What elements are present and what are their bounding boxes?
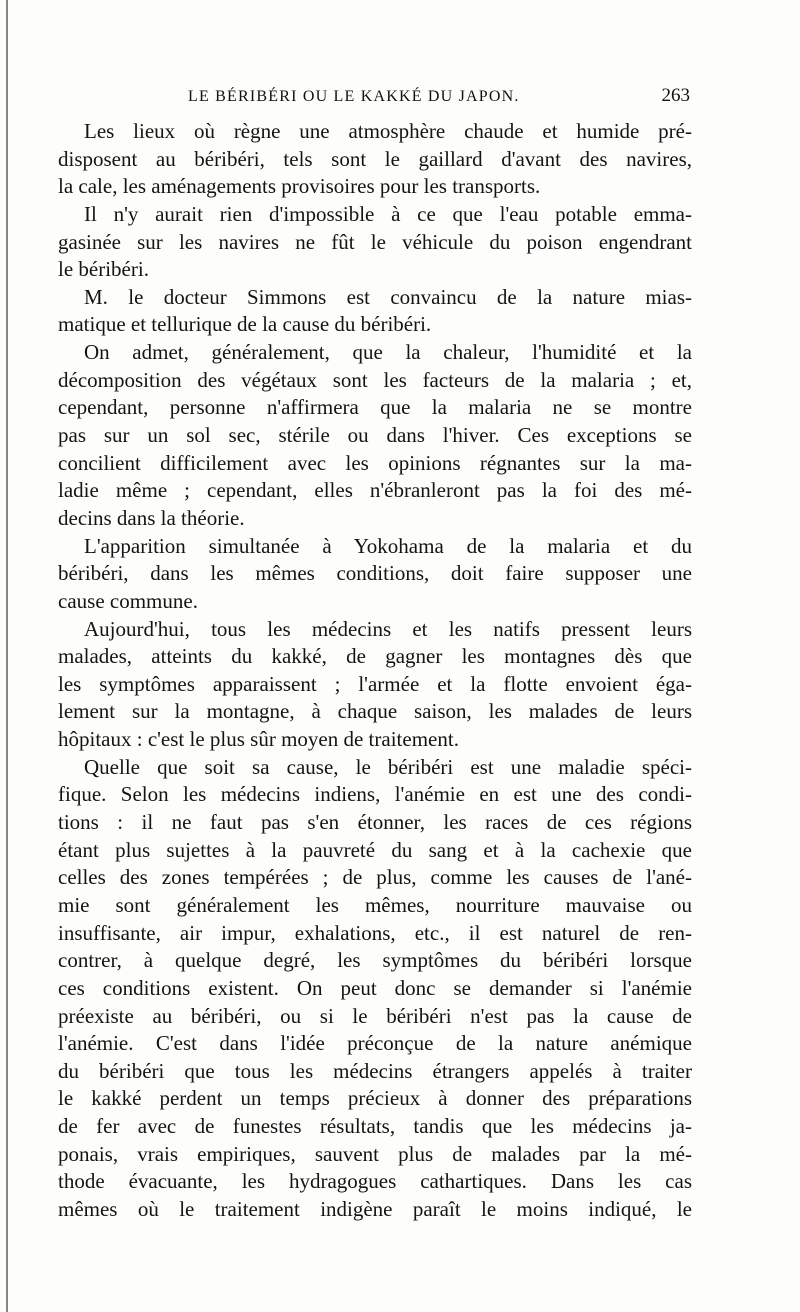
paragraph — [58, 533, 692, 616]
paragraph — [58, 339, 692, 532]
text-line: insuffisante, air impur, exhalations, etc., il est naturel de ren- — [58, 920, 692, 945]
text-line: étant plus sujettes à la pauvreté du sang et à la cachexie que — [58, 837, 692, 862]
text-line: la cale, les aménagements provisoires pour les transports. — [58, 174, 541, 199]
text-line: contrer, à quelque degré, les symptômes du béribéri lorsque — [58, 948, 692, 973]
text-line: cause commune. — [58, 588, 198, 613]
paragraph — [58, 118, 692, 201]
paragraph — [58, 284, 692, 339]
text-line: M. le docteur Simmons est convaincu de la nature mias- — [84, 284, 692, 309]
text-line: le béribéri. — [58, 257, 149, 282]
text-line: mie sont généralement les mêmes, nourriture mauvaise ou — [58, 892, 692, 917]
page-number: 263 — [661, 85, 690, 106]
text-line: cependant, personne n'affirmera que la malaria ne se montre — [58, 395, 692, 420]
text-line: le kakké perdent un temps précieux à donner des préparations — [58, 1086, 692, 1111]
text-line: ponais, vrais empiriques, sauvent plus de malades par la mé- — [58, 1141, 692, 1166]
text-line: pas sur un sol sec, stérile ou dans l'hiver. Ces exceptions se — [58, 423, 692, 448]
text-line: L'apparition simultanée à Yokohama de la malaria et du — [84, 533, 692, 558]
paragraph — [58, 754, 692, 1224]
text-line: matique et tellurique de la cause du béribéri. — [58, 312, 432, 337]
text-line: de fer avec de funestes résultats, tandis que les médecins ja- — [58, 1114, 692, 1139]
text-line: hôpitaux : c'est le plus sûr moyen de traitement. — [58, 727, 459, 752]
text-line: On admet, généralement, que la chaleur, l'humidité et la — [84, 340, 692, 365]
body-text — [58, 118, 692, 1224]
text-line: décomposition des végétaux sont les facteurs de la malaria ; et, — [58, 367, 692, 392]
text-line: Quelle que soit sa cause, le béribéri est une maladie spéci- — [84, 754, 692, 779]
text-line: thode évacuante, les hydragogues cathartiques. Dans les cas — [58, 1169, 692, 1194]
text-line: fique. Selon les médecins indiens, l'anémie en est une des condi- — [58, 782, 692, 807]
page-edge-line — [6, 0, 8, 1312]
text-line: tions : il ne faut pas s'en étonner, les races de ces régions — [58, 810, 692, 835]
text-line: concilient difficilement avec les opinions régnantes sur la ma- — [58, 450, 692, 475]
text-line: l'anémie. C'est dans l'idée préconçue de la nature anémique — [58, 1031, 692, 1056]
text-line: du béribéri que tous les médecins étrangers appelés à traiter — [58, 1058, 692, 1083]
text-line: ces conditions existent. On peut donc se demander si l'anémie — [58, 975, 692, 1000]
text-line: Les lieux où règne une atmosphère chaude et humide pré- — [84, 119, 692, 143]
paragraph — [58, 201, 692, 284]
text-line: Il n'y aurait rien d'impossible à ce que l'eau potable emma- — [84, 201, 692, 226]
running-title: LE BÉRIBÉRI OU LE KAKKÉ DU JAPON. — [188, 88, 520, 105]
text-line: Aujourd'hui, tous les médecins et les natifs pressent leurs — [84, 616, 692, 641]
text-line: gasinée sur les navires ne fût le véhicule du poison engendrant — [58, 229, 692, 254]
text-line: celles des zones tempérées ; de plus, comme les causes de l'ané- — [58, 865, 692, 890]
text-line: decins dans la théorie. — [58, 505, 245, 530]
text-line: béribéri, dans les mêmes conditions, doit faire supposer une — [58, 561, 692, 586]
text-line: malades, atteints du kakké, de gagner les montagnes dès que — [58, 644, 692, 669]
paragraph — [58, 616, 692, 754]
text-line: disposent au béribéri, tels sont le gaillard d'avant des navires, — [58, 146, 692, 171]
text-line: les symptômes apparaissent ; l'armée et la flotte envoient éga- — [58, 671, 692, 696]
text-line: lement sur la montagne, à chaque saison, les malades de leurs — [58, 699, 692, 724]
text-line: mêmes où le traitement indigène paraît le moins indiqué, le — [58, 1196, 692, 1221]
running-head — [60, 82, 690, 112]
text-line: ladie même ; cependant, elles n'ébranleront pas la foi des mé- — [58, 478, 692, 503]
text-line: préexiste au béribéri, ou si le béribéri n'est pas la cause de — [58, 1003, 692, 1028]
